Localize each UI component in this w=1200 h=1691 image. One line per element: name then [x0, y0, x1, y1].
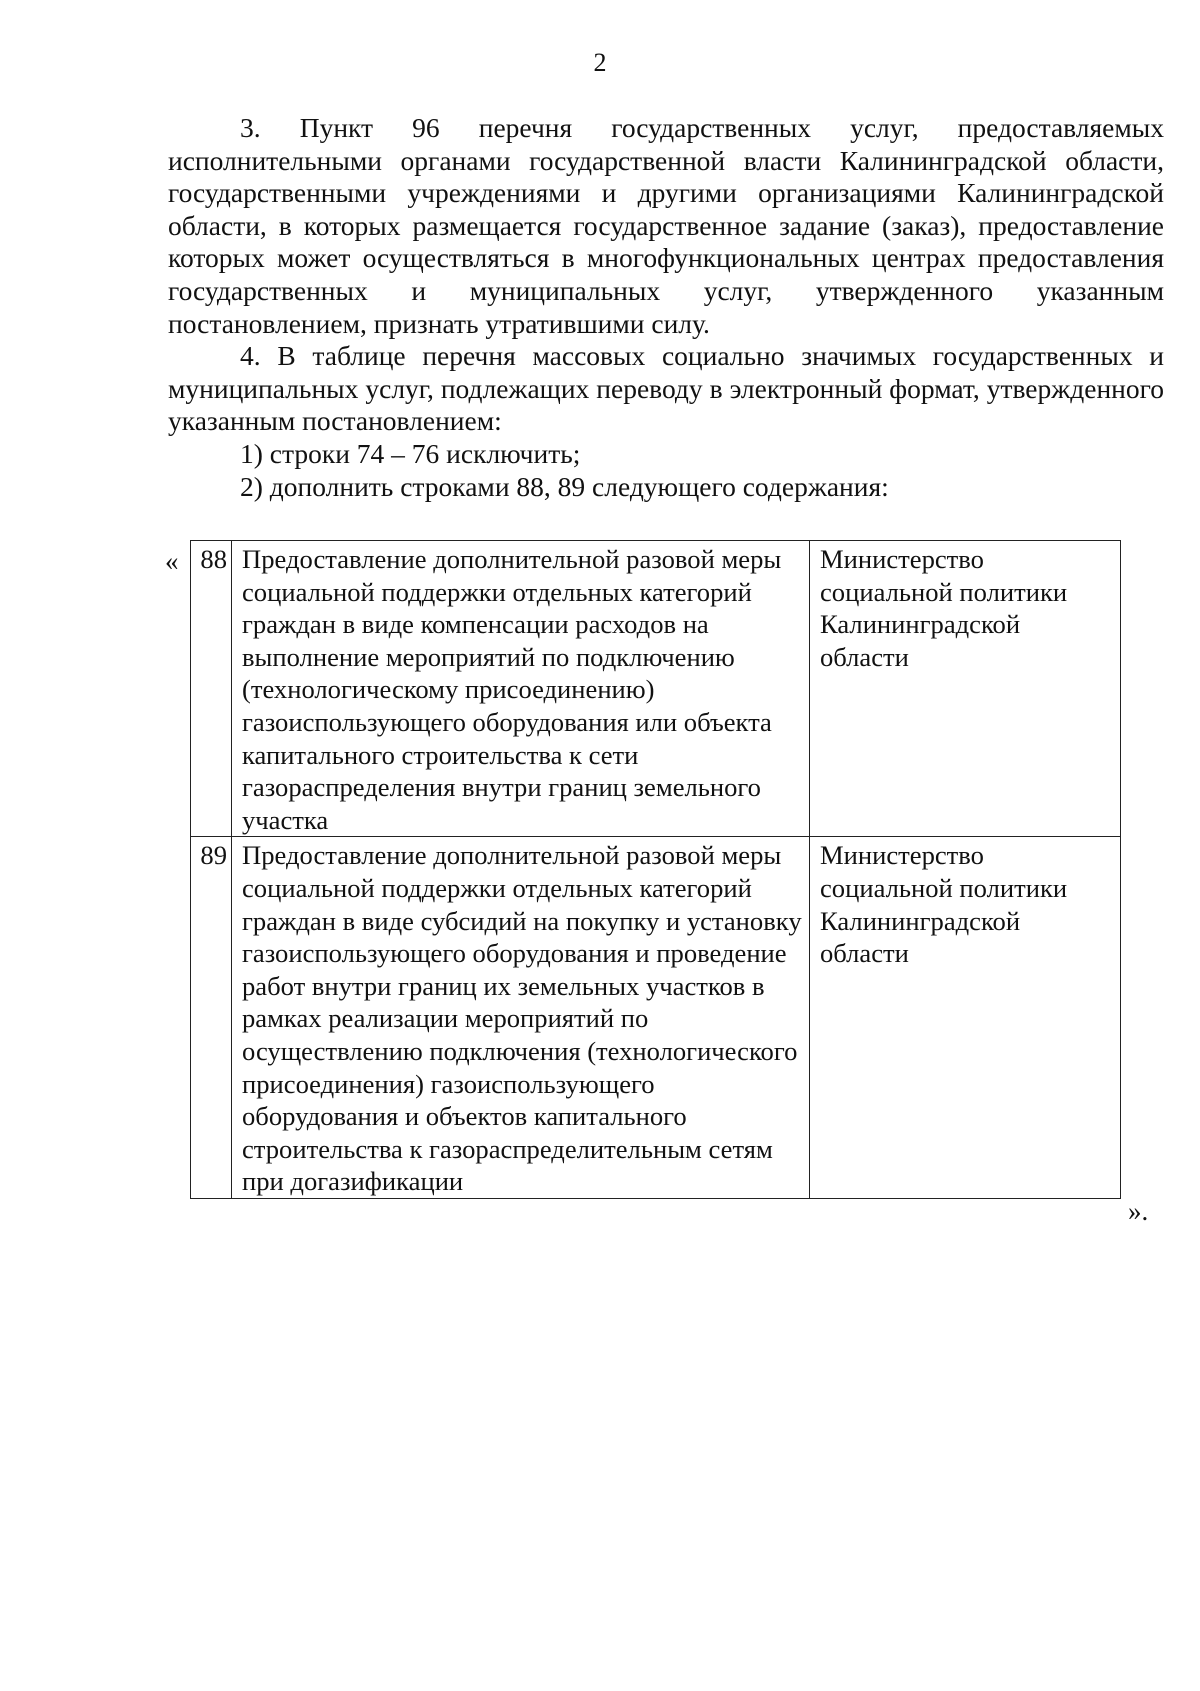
table-row — [191, 541, 1121, 837]
closing-quote: ». — [1128, 1196, 1149, 1226]
responsible-body-cell: Министерство социальной политики Калининградской области — [810, 541, 1121, 837]
row-number: 89 — [191, 837, 232, 1199]
paragraph-3: 3. Пункт 96 перечня государственных услуг, предоставляемых исполнительными органами государственной власти Калининградской области, государственными учреждениями и другими организациями Калининградской области, в которых размещается государственное задание (заказ), предоставление которых может осуществляться в многофункциональных центрах предоставления государственных и муниципальных услуг, утвержденного указанным постановлением, признать утратившими силу. — [168, 112, 1164, 339]
table-row — [191, 837, 1121, 1199]
opening-quote: « — [165, 546, 179, 576]
paragraph-4: 4. В таблице перечня массовых социально значимых государственных и муниципальных услуг, подлежащих переводу в электронный формат, утвержденного указанным постановлением: — [168, 340, 1164, 437]
service-name-cell: Предоставление дополнительной разовой меры социальной поддержки отдельных категорий граждан в виде субсидий на покупку и установку газоиспользующего оборудования и проведение работ внутри границ их земельных участков в рамках реализации мероприятий по осуществлению подключения (технологического присоединения) газоиспользующего оборудования и объектов капитального строительства к газораспределительным сетям при догазификации — [232, 837, 810, 1199]
amendment-table — [190, 540, 1121, 1199]
row-number: 88 — [191, 541, 232, 837]
page-number: 2 — [593, 48, 607, 77]
service-name-cell: Предоставление дополнительной разовой меры социальной поддержки отдельных категорий граждан в виде компенсации расходов на выполнение мероприятий по подключению (технологическому присоединению) газоиспользующего оборудования или объекта капитального строительства к сети газораспределения внутри границ земельного участка — [232, 541, 810, 837]
list-item-1: 1) строки 74 – 76 исключить; — [240, 437, 581, 469]
list-item-2: 2) дополнить строками 88, 89 следующего содержания: — [240, 470, 889, 502]
responsible-body-cell: Министерство социальной политики Калининградской области — [810, 837, 1121, 1199]
paragraph-3-block — [168, 112, 1164, 503]
